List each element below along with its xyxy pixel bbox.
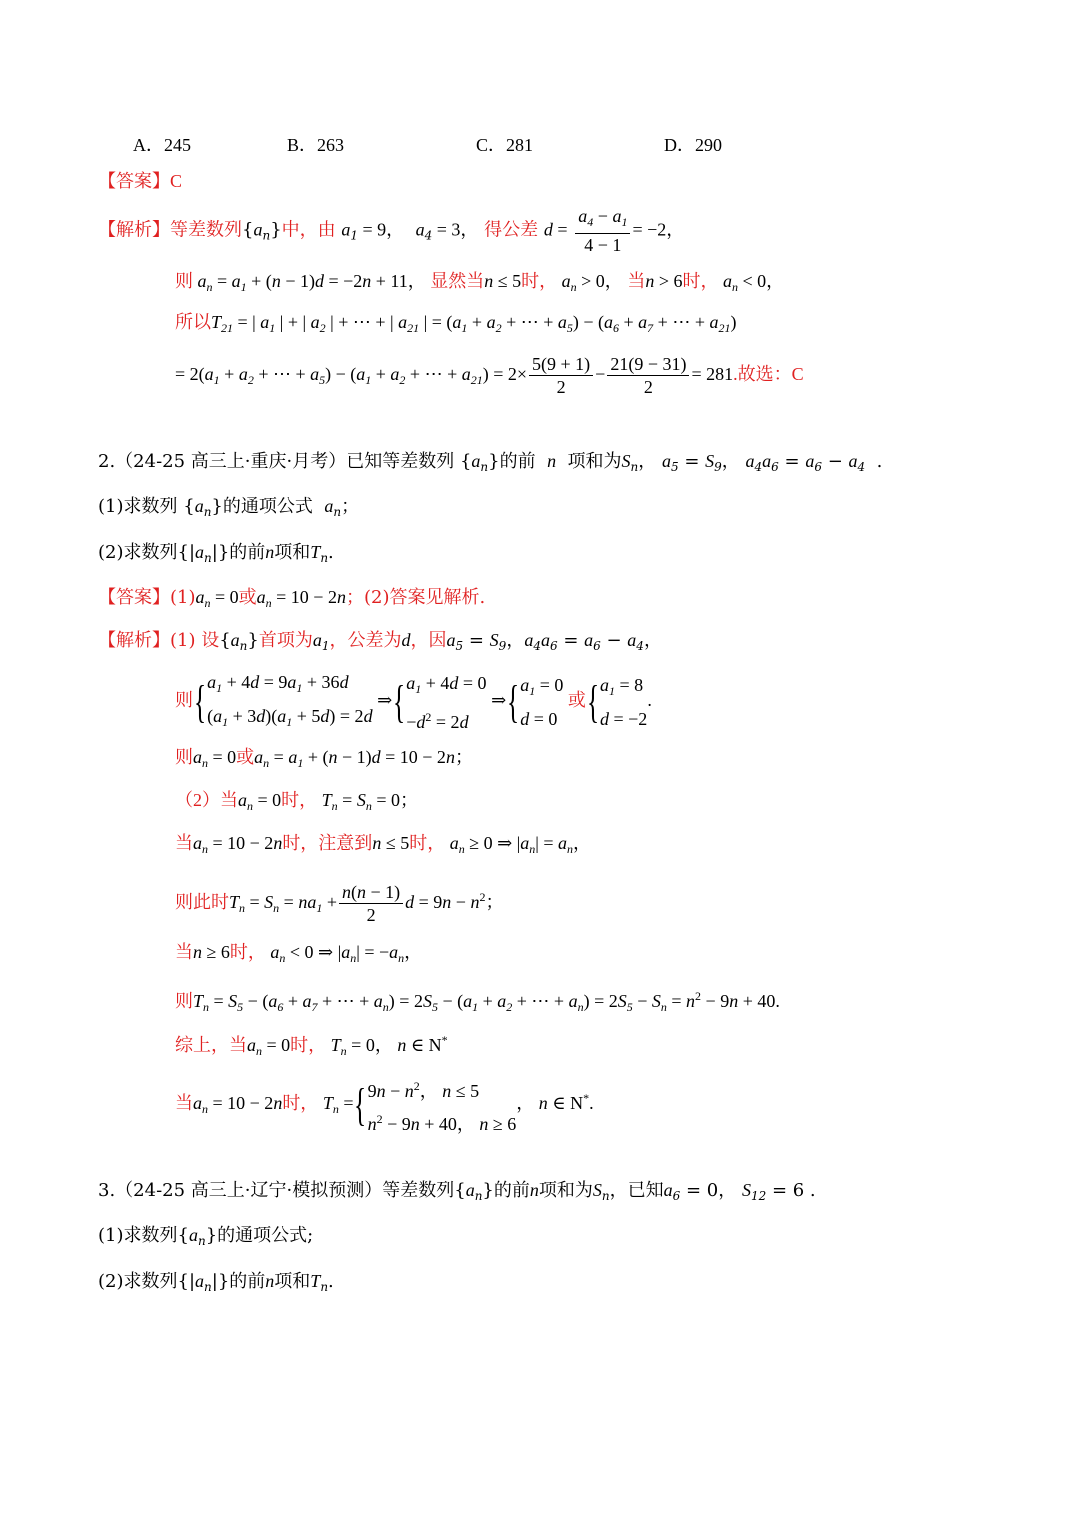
q2-answer-line: 【答案】$(1)a_n = 0$或$a_n = 10 - 2n$；(2)答案见解析. xyxy=(98,587,486,610)
q2-s4: （2）当 xyxy=(175,790,238,810)
q2-s8: 则 xyxy=(175,991,193,1011)
q1-l3-text1: 所以 xyxy=(175,312,211,332)
q3-head4: ，已知 xyxy=(609,1180,664,1201)
q1-answer: C xyxy=(170,171,183,191)
q2-s1c: ，公差为 xyxy=(329,630,402,651)
q1-analysis-line-4: = $2(a_1 + a_2$ + ⋯ + $a_5) - (a_1 + a_2$ + ⋯ + $a_{21}) = 2\times$ $\frac{5(9 + 1)}{2}$ − $\frac{21(9 - 31)}{2}$ = 281.故选：C xyxy=(175,354,804,398)
q2-s1b: 首项为 xyxy=(258,630,313,651)
q1-analysis-line-3: 所以$T_{21}$ = | $a_1$ | + | $a_2$ | + ⋯ + | $a_{21}$ | = ($a_1 + a_2$ + ⋯ + $a_5) - (a_6 + a_7$ + ⋯ + $a_{21}$) xyxy=(175,312,737,335)
q1-analysis-line-2: 则 $a_n = a_1 + (n - 1)d = -2n + 11$， 显然当n ≤ 5时， $a_n > 0$， 当n > 6时， $a_n < 0$， xyxy=(175,271,785,294)
option-b: B．263 xyxy=(287,135,345,155)
q1-analysis-line-1: 【解析】等差数列$\{a_n\}$中，由 $a_1 = 9$， $a_4 = 3$， 得公差 d = $\frac{a_4 - a_1}{4 - 1}$ = −2， xyxy=(98,206,685,255)
q2-p2c: 项和 xyxy=(274,542,311,563)
q2-p1b: 的通项公式 xyxy=(222,496,313,517)
q2-head2: 的前 xyxy=(499,451,536,472)
q2-system-line: 则{$a_1 + 4d = 9a_1 + 36d$ $(a_1 + 3d)(a_1 + 5d) = 2d$ $\Rightarrow\{a_1 + 4d = 0$ $-d^2 = 2d$ $\Rightarrow\{a_1 = 0$ d = 0 或{$a_1 = 8$ d = −2. xyxy=(175,672,652,732)
q3-head2: 的前 xyxy=(493,1180,530,1201)
q1-answer-line xyxy=(98,168,182,195)
q1-l1-text2: 中，由 xyxy=(281,219,336,241)
q2-line-n6: 当n ≥ 6时， $a_n < 0$ ⇒ $|a_n| = -a_n$， xyxy=(175,942,423,965)
q1-l2-text2: 显然当 xyxy=(430,271,485,291)
q3-p1b: 的通项公式; xyxy=(217,1225,314,1246)
q1-l2-text5: 时， xyxy=(682,271,719,291)
q2-ze: 则 xyxy=(175,690,193,711)
q2-answer-tag: 【答案】 xyxy=(98,587,170,608)
q2-heading: 2.（24-25 高三上·重庆·月考）已知等差数列 $\{a_n\}$的前 n 项和为$S_n$， $a_5 = S_9$， $a_4a_6 = a_6 - a_4$ . xyxy=(98,451,883,474)
q3-head3: 项和为 xyxy=(538,1180,593,1201)
option-a: A．245 xyxy=(133,135,191,155)
q3-heading: 3.（24-25 高三上·辽宁·模拟预测）等差数列$\{a_n\}$的前n项和为$S_n$，已知$a_6 = 0$， $S_{12} = 6$ . xyxy=(98,1180,816,1203)
q2-part1: (1)求数列 $\{a_n\}$的通项公式 $a_n$； xyxy=(98,496,360,519)
q2-s4b: 时， xyxy=(281,790,318,810)
q2-s7b: 时， xyxy=(229,942,266,962)
q2-line-tn2: 则$T_n = S_5 - (a_6 + a_7$ + ⋯ + $a_n) = 2S_5 - (a_1 + a_2$ + ⋯ + $a_n) = 2S_5 - S_n = n^2 - 9n + 40$. xyxy=(175,989,780,1014)
q1-frac-d: $\frac{a_4 - a_1}{4 - 1}$ xyxy=(575,205,630,256)
q2-s7: 当 xyxy=(175,942,193,962)
q2-s9: 综上，当 xyxy=(175,1035,247,1055)
q2-line-part2: （2）当$a_n = 0$时， $T_n = S_n = 0$； xyxy=(175,790,418,813)
answer-tag: 【答案】 xyxy=(98,171,170,192)
q2-line-an: 则$a_n = 0$或$a_n = a_1 + (n - 1)d = 10 - 2n$； xyxy=(175,747,473,770)
q3-part1: (1)求数列$\{a_n\}$的通项公式; xyxy=(98,1225,314,1248)
q2-answer2: ；(2)答案见解析. xyxy=(345,587,486,608)
q2-p2: (2)求数列 xyxy=(98,542,178,563)
analysis-tag: 【解析】 xyxy=(98,219,170,241)
q3-p2b: 的前 xyxy=(229,1271,266,1292)
q1-l1-text1: 等差数列 xyxy=(170,219,242,241)
q2-s3or: 或 xyxy=(236,747,255,767)
q2-s1: (1) 设 xyxy=(170,630,220,651)
q3-p1: (1)求数列 xyxy=(98,1225,178,1246)
q2-s5b: 时，注意到 xyxy=(282,833,373,853)
q2-s10: 当 xyxy=(175,1093,193,1113)
q2-analysis-tag: 【解析】 xyxy=(98,630,170,651)
q3-p2: (2)求数列 xyxy=(98,1271,178,1292)
q2-s10b: 时， xyxy=(282,1093,319,1113)
q2-line-piecewise: 当$a_n = 10 - 2n$时， $T_n =\{9n - n^2$， n ≤ 5 $n^2 - 9n + 40$， n ≥ 6， n ∈ N*. xyxy=(175,1078,594,1134)
q2-huo: 或 xyxy=(567,690,586,711)
q2-s1d: ，因 xyxy=(410,630,447,651)
q1-result: = 281 xyxy=(691,364,734,384)
option-c: C．281 xyxy=(476,135,534,155)
q2-analysis-line-1: 【解析】(1) 设$\{a_n\}$首项为$a_1$，公差为d，因$a_5 = S_9$，$a_4a_6 = a_6 - a_4$， xyxy=(98,630,662,653)
option-d: D．290 xyxy=(664,135,722,155)
q3-head: 3.（24-25 高三上·辽宁·模拟预测）等差数列 xyxy=(98,1180,455,1201)
q1-l4-text1: .故选：C xyxy=(733,364,804,384)
q2-p2b: 的前 xyxy=(229,542,266,563)
q2-line-case: 当$a_n = 10 - 2n$时，注意到n ≤ 5时， $a_n \ge 0$ ⇒ $|a_n| = a_n$， xyxy=(175,833,592,856)
q2-head3: 项和为 xyxy=(567,451,622,472)
q2-head: 2.（24-25 高三上·重庆·月考）已知等差数列 xyxy=(98,451,455,472)
q2-s3: 则 xyxy=(175,747,193,767)
q3-p2c: 项和 xyxy=(274,1271,311,1292)
q1-l2-text3: 时， xyxy=(521,271,558,291)
q3-part2: (2)求数列$\{|a_n|\}$的前n项和$T_n$. xyxy=(98,1271,334,1294)
q2-answer1: (1) xyxy=(170,587,196,608)
q2-p1: (1)求数列 xyxy=(98,496,178,517)
q1-l1-text3: 得公差 xyxy=(484,219,539,241)
q2-line-tn: 则此时$T_n = S_n = na_1$ + $\frac{n(n - 1)}{2}$ $d = 9n - n^2$； xyxy=(175,882,504,926)
q2-answer-or: 或 xyxy=(238,587,257,608)
q2-s6: 则此时 xyxy=(175,892,229,912)
q1-l2-text1: 则 xyxy=(175,271,193,291)
q2-s9b: 时， xyxy=(290,1035,327,1055)
q2-s5: 当 xyxy=(175,833,193,853)
q2-line-summary: 综上，当$a_n = 0$时， $T_n = 0$， n ∈ N* xyxy=(175,1033,448,1058)
q2-s5c: 时， xyxy=(409,833,446,853)
q2-part2: (2)求数列$\{|a_n|\}$的前n项和$T_n$. xyxy=(98,542,334,565)
q1-l2-text4: 当 xyxy=(627,271,646,291)
